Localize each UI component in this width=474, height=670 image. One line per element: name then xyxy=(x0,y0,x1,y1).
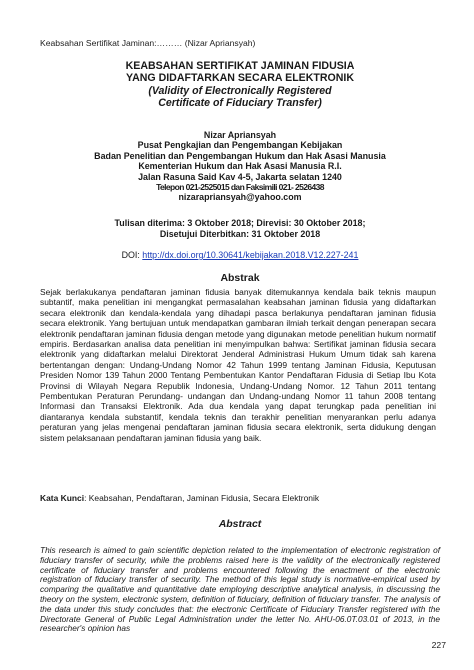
author-phone: Telepon 021-2525015 dan Faksimili 021- 2526438 xyxy=(156,182,324,193)
title-line-2: YANG DIDAFTARKAN SECARA ELEKTRONIK xyxy=(126,72,354,85)
english-title-line-2: Certificate of Fiduciary Transfer) xyxy=(158,97,322,110)
keywords-label: Kata Kunci xyxy=(40,493,85,503)
abstract-body: This research is aimed to gain scientific depiction related to the implementation of electronic registration of fiduciary transfer of security, while the problems raised here is the validity of the electronically registered certificate of fiduciary transfer and problems encountered following the enactment of the electronic registration of fiduciary transfer of security. The method of this legal study is normative-empirical used by comparing the qualitative and quantitative date employing descriptive analytical analysis, in discussing the theory on the system, electronic system, definition of fiduciary, definition of fiduciary transfer. The analysis of the data under this study concludes that: the electronic Certificate of Fiduciary Transfer registered with the Directorate General of Public Legal Administration under the letter No. AHU-06.0T.03.01 of 2013, in the researcher's opinion has xyxy=(40,545,440,634)
author-block xyxy=(40,130,440,203)
article-title xyxy=(40,60,440,110)
page-number: 227 xyxy=(431,640,446,650)
doi-label: DOI: xyxy=(121,250,143,260)
doi-line xyxy=(40,250,440,260)
abstrak-body: Sejak berlakukanya pendaftaran jaminan fidusia banyak ditemukannya kendala baik teknis maupun subtantif, maka penelitian ini mengangkat permasalahan keabsahan jaminan fidusia yang didaftarkan secara elektronik dan kendala-kendala yang dihadapi pasca berlakunya pendaftaran jaminan fidusia secara elektronik. Yang bertujuan untuk mendapatkan gambaran ilmiah terkait dengan penerapan secara elektronik pendaftaran jaminan fidusia dengan metode yang digunakan metode penelitian hukum normatif empiris. Berdasarkan analisa data penelitian ini menyimpulkan bahwa: Sertifikat jaminan fidusia secara elektronik yang didaftarkan melalui Direktorat Jenderal Administrasi Hukum Umum tidak sah karena bertentangan dengan: Undang-Undang Nomor 42 Tahun 1999 tentang Jaminan Fidusia, Keputusan Presiden Nomor 139 Tahun 2000 Tentang Pembentukan Kantor Pendaftaran Fidusia di Setiap Ibu Kota Provinsi di Wilayah Negara Republik Indonesia, Undang-Undang Nomor. 12 Tahun 2011 tentang Pembentukan Peraturan Perundang- undangan dan Undang-undang Nomor 11 tahun 2008 tentang Informasi dan Transaksi Elektronik. Ada dua kendala yang dapat terungkap pada penelitian ini diantaranya kendala substantif, kendala teknis dan terakhir penelitian menyarankan perlu adanya peraturan yang jelas mengenai pendaftaran jaminan fidusia secara elektronik, serta didukung dengan sistem pelaksanaan pendaftaran jaminan fidusia yang baik. xyxy=(40,287,436,443)
author-name: Nizar Apriansyah xyxy=(203,130,277,140)
title-line-1: KEABSAHAN SERTIFIKAT JAMINAN FIDUSIA xyxy=(125,60,355,72)
affiliation-line-2: Badan Penelitian dan Pengembangan Hukum dan Hak Asasi Manusia xyxy=(94,150,386,161)
author-address: Jalan Rasuna Said Kav 4-5, Jakarta selatan 1240 xyxy=(138,171,342,182)
doi-link[interactable]: http://dx.doi.org/10.30641/kebijakan.2018.V12.227-241 xyxy=(142,250,359,260)
abstract-heading: Abstract xyxy=(218,518,262,530)
affiliation-line-3: Kementerian Hukum dan Hak Asasi Manusia R.I. xyxy=(138,161,342,172)
keywords-line xyxy=(40,493,436,503)
author-email: nizarapriansyah@yahoo.com xyxy=(178,192,302,203)
abstrak-heading: Abstrak xyxy=(220,272,260,284)
submission-dates xyxy=(40,218,440,239)
keywords-text: : Keabsahan, Pendaftaran, Jaminan Fidusia, Secara Elektronik xyxy=(84,493,320,503)
dates-line-2: Disetujui Diterbitkan: 31 Oktober 2018 xyxy=(159,228,321,239)
dates-line-1: Tulisan diterima: 3 Oktober 2018; Direvisi: 30 Oktober 2018; xyxy=(114,218,366,228)
english-title-line-1: (Validity of Electronically Registered xyxy=(148,84,332,97)
running-header: Keabsahan Sertifikat Jaminan:……… (Nizar Apriansyah) xyxy=(40,38,256,48)
affiliation-line-1: Pusat Pengkajian dan Pengembangan Kebijakan xyxy=(137,140,343,151)
